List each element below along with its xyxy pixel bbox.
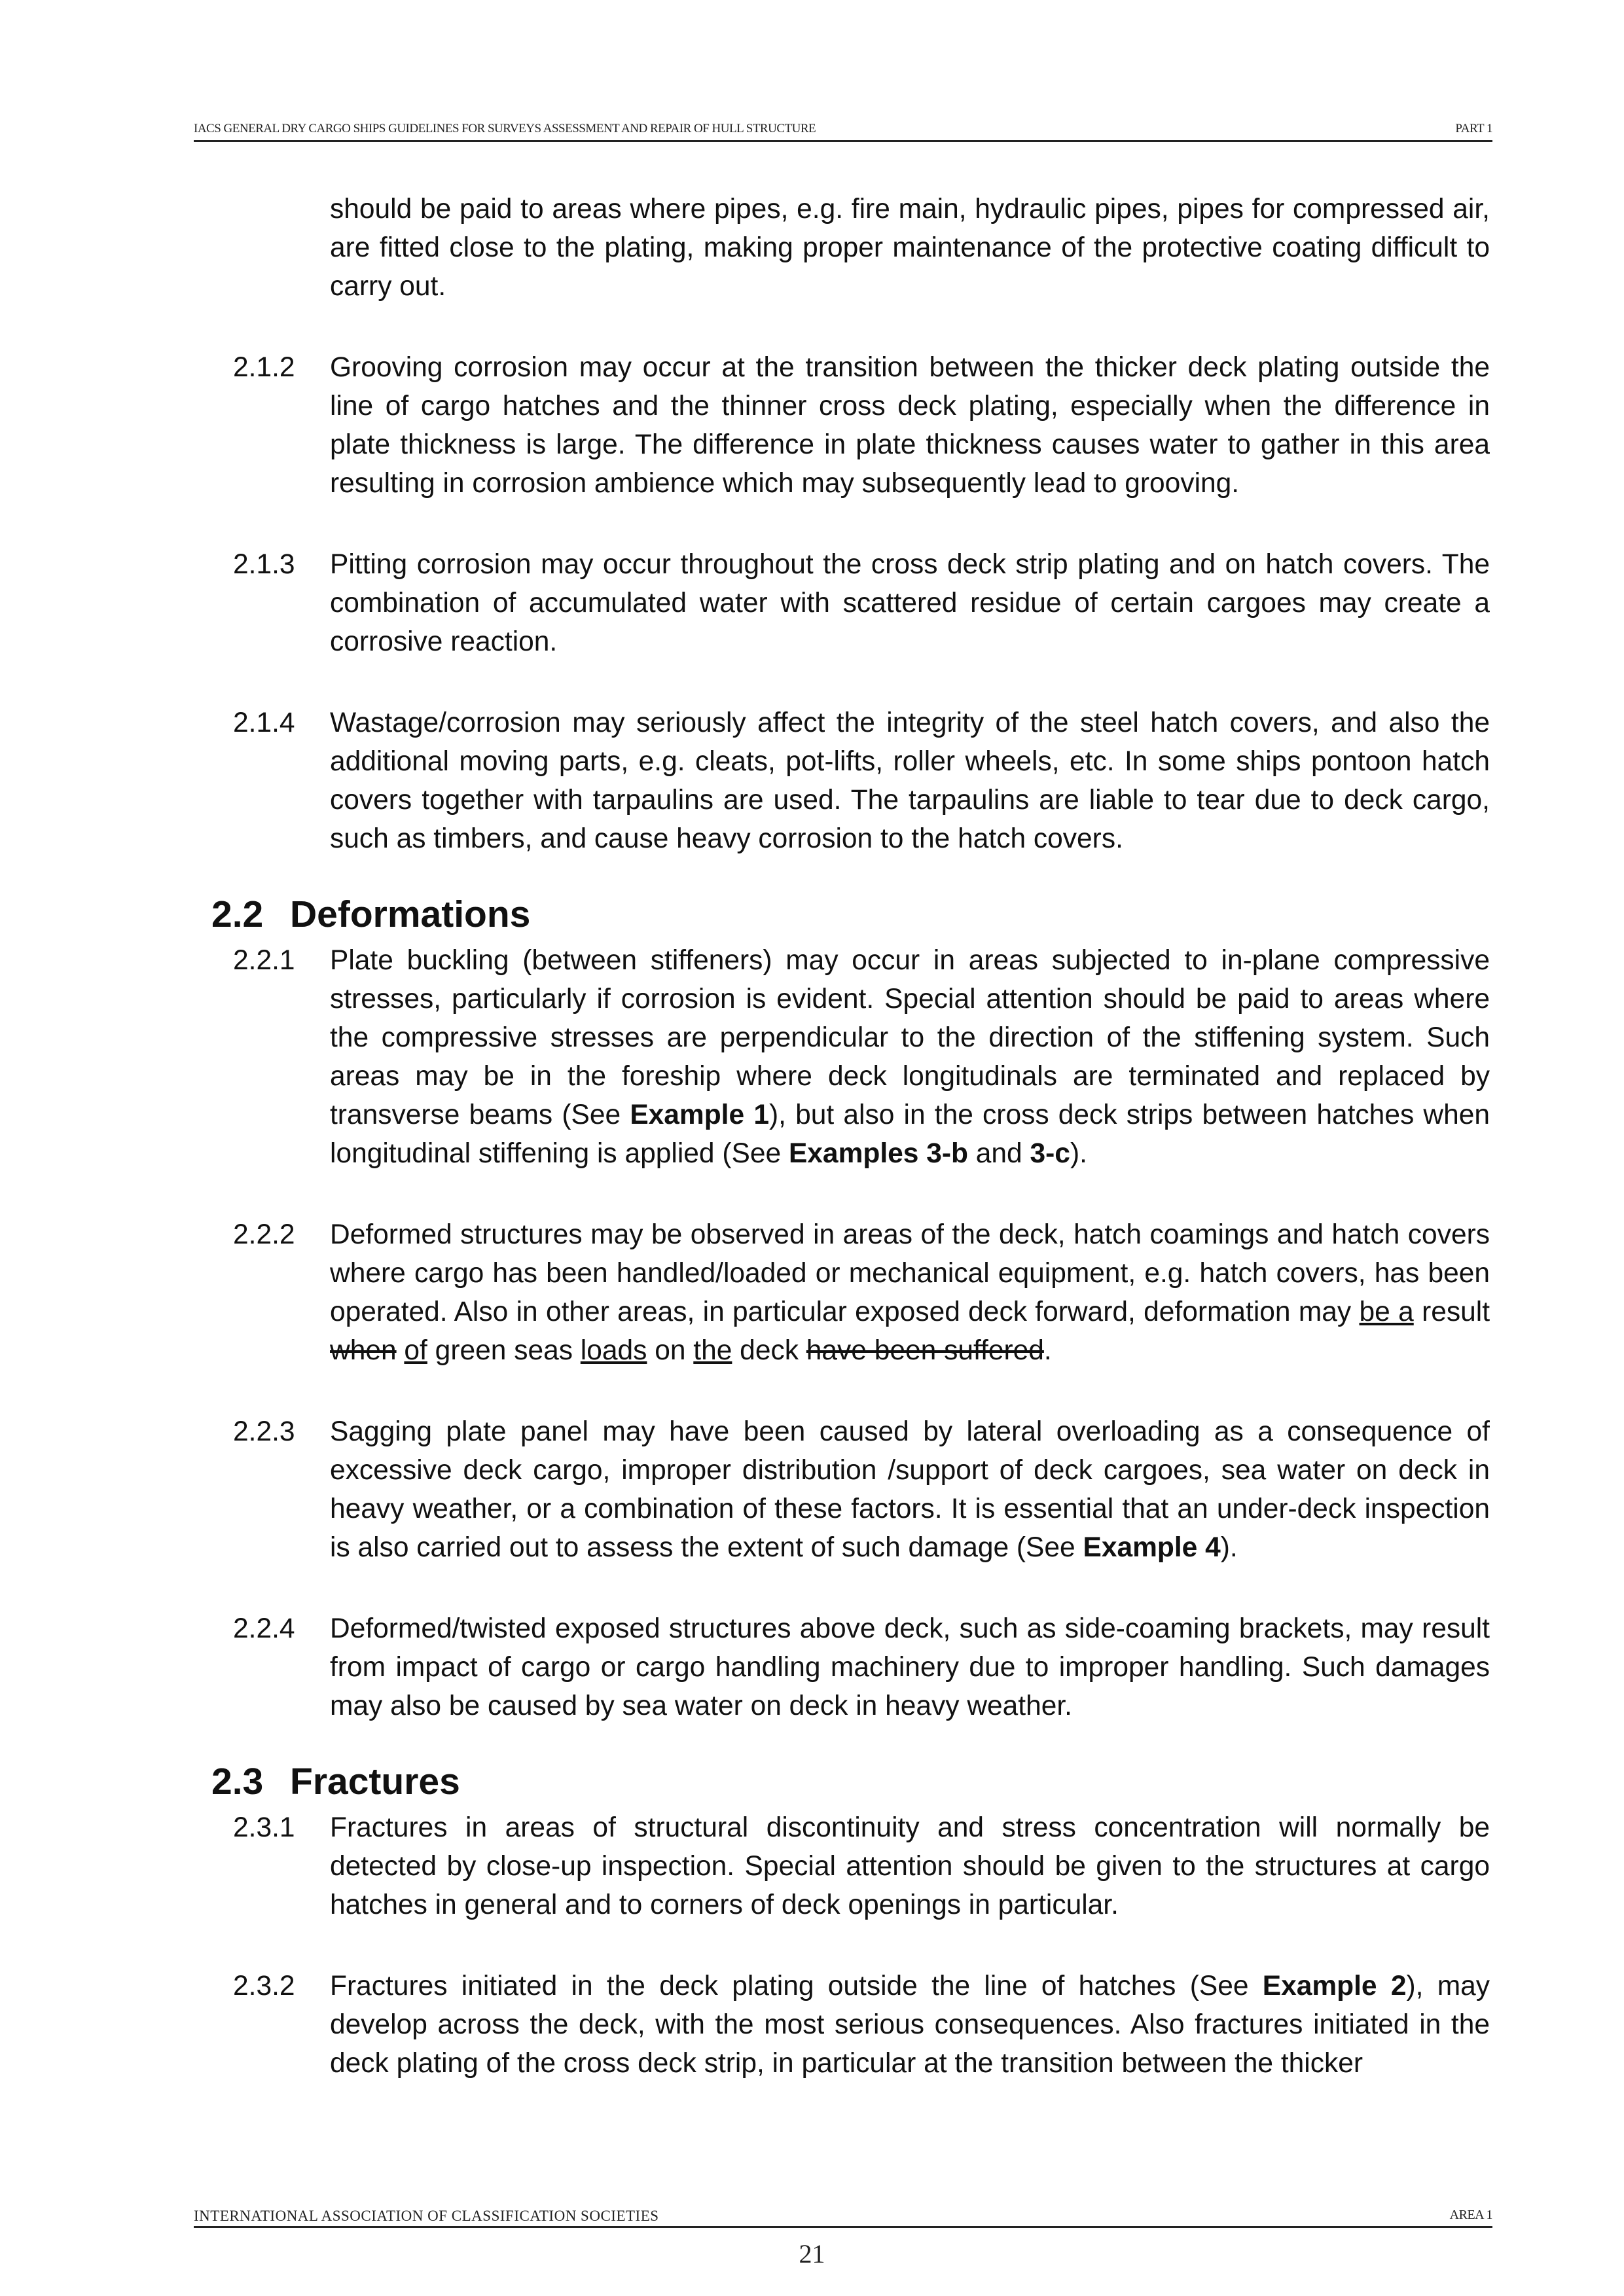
- inserted-text: loads: [580, 1335, 647, 1366]
- paragraph-2-3-2: [0, 1967, 1624, 2083]
- paragraph-text: [330, 1412, 1490, 1567]
- paragraph-text: [330, 1215, 1490, 1370]
- page-header: [194, 122, 1492, 142]
- section-title: Deformations: [290, 893, 531, 935]
- paragraph-2-2-3: [0, 1412, 1624, 1567]
- example-reference: Examples 3-b: [788, 1138, 968, 1169]
- text-run: [397, 1335, 405, 1366]
- paragraph-number: 2.3.1: [233, 1812, 295, 1843]
- deleted-text: have been suffered: [806, 1335, 1044, 1366]
- header-part: PART 1: [1455, 122, 1492, 135]
- paragraph-number: 2.2.2: [233, 1219, 295, 1250]
- paragraph-number: 2.1.4: [233, 708, 295, 738]
- text-run: ).: [1070, 1138, 1087, 1169]
- example-reference: Example 1: [630, 1100, 769, 1130]
- inserted-text: of: [404, 1335, 427, 1366]
- paragraph-text: Fractures in areas of structural discontinuity and stress concentration will normally be detected by close-up inspection. Special attention should be given to the structures at cargo hatches in general and to corners of deck openings in particular.: [330, 1812, 1490, 1920]
- page-number: 21: [799, 2239, 825, 2269]
- text-run: ), may develop across the deck, with the most serious consequences. Also fractures initiated in the deck plating of the cross deck strip, in particular at the transition between the thicker: [330, 1971, 1490, 2079]
- text-run: Sagging plate panel may have been caused by lateral overloading as a consequence of excessive deck cargo, improper distribution /support of deck cargoes, sea water on deck in heavy weather, or a combination of these factors. It is essential that an under-deck inspection is also carried out to assess the extent of such damage (See: [330, 1416, 1490, 1563]
- section-number: 2.3: [211, 1761, 264, 1803]
- paragraph-number: 2.1.2: [233, 352, 295, 383]
- paragraph-2-1-4: [0, 704, 1624, 858]
- paragraph-number: 2.2.1: [233, 945, 295, 976]
- paragraph-text: Deformed/twisted exposed structures above deck, such as side-coaming brackets, may result from impact of cargo or cargo handling machinery due to improper handling. Such damages may also be caused by sea water on deck in heavy weather.: [330, 1613, 1490, 1721]
- text-run: ), but also in the cross deck strips between hatches when longitudinal stiffening is applied (See: [330, 1100, 1490, 1169]
- text-run: .: [1043, 1335, 1052, 1366]
- example-reference: Example 2: [1262, 1971, 1407, 2001]
- footer-area: AREA 1: [1449, 2208, 1492, 2222]
- section-heading-fractures: [211, 1757, 1624, 1806]
- paragraph-2-2-1: [0, 941, 1624, 1173]
- paragraph-number: 2.1.3: [233, 549, 295, 580]
- section-heading-deformations: [211, 890, 1624, 939]
- footer-organization: INTERNATIONAL ASSOCIATION OF CLASSIFICATION SOCIETIES: [194, 2208, 659, 2224]
- document-body: [0, 190, 1624, 2125]
- section-number: 2.2: [211, 893, 264, 935]
- paragraph-2-2-2: [0, 1215, 1624, 1370]
- inserted-text: the: [693, 1335, 732, 1366]
- text-run: on: [647, 1335, 694, 1366]
- text-run: result: [1413, 1297, 1490, 1327]
- text-run: Deformed structures may be observed in areas of the deck, hatch coamings and hatch covers where cargo has been handled/loaded or mechanical equipment, e.g. hatch covers, has been operated. Also in other areas, in particular exposed deck forward, deformation may: [330, 1219, 1490, 1327]
- text-run: ).: [1220, 1532, 1238, 1563]
- deleted-text: when: [330, 1335, 397, 1366]
- paragraph-text: Pitting corrosion may occur throughout the cross deck strip plating and on hatch covers. The combination of accumulated water with scattered residue of certain cargoes may create a corrosive reaction.: [330, 549, 1490, 657]
- text-run: Plate buckling (between stiffeners) may occur in areas subjected to in-plane compressive stresses, particularly if corrosion is evident. Special attention should be paid to areas where the compressive stresses are perpendicular to the direction of the stiffening system. Such areas may be in the foreship where deck longitudinals are terminated and replaced by transverse beams (See: [330, 945, 1490, 1130]
- paragraph-text: should be paid to areas where pipes, e.g. fire main, hydraulic pipes, pipes for compressed air, are fitted close to the plating, making proper maintenance of the protective coating difficult to carry out.: [330, 194, 1490, 302]
- text-run: deck: [732, 1335, 806, 1366]
- paragraph-number: 2.2.4: [233, 1613, 295, 1644]
- text-run: Fractures initiated in the deck plating outside the line of hatches (See: [330, 1971, 1263, 2001]
- paragraph-text: [330, 941, 1490, 1173]
- paragraph-2-1-3: [0, 545, 1624, 661]
- page-footer: [194, 2208, 1492, 2228]
- text-run: green seas: [427, 1335, 581, 1366]
- paragraph-text: [330, 1967, 1490, 2083]
- paragraph-2-1-2: [0, 348, 1624, 503]
- text-run: and: [967, 1138, 1030, 1169]
- paragraph-2-3-1: [0, 1808, 1624, 1924]
- example-reference: Example 4: [1083, 1532, 1221, 1563]
- paragraph-text: Grooving corrosion may occur at the transition between the thicker deck plating outside the line of cargo hatches and the thinner cross deck plating, especially when the difference in plate thickness is large. The difference in plate thickness causes water to gather in this area resulting in corrosion ambience which may subsequently lead to grooving.: [330, 352, 1490, 499]
- header-title: IACS GENERAL DRY CARGO SHIPS GUIDELINES FOR SURVEYS ASSESSMENT AND REPAIR OF HULL STRUCTURE: [194, 122, 816, 135]
- paragraph-2-2-4: [0, 1609, 1624, 1725]
- paragraph-text: Wastage/corrosion may seriously affect the integrity of the steel hatch covers, and also the additional moving parts, e.g. cleats, pot-lifts, roller wheels, etc. In some ships pontoon hatch covers together with tarpaulins are used. The tarpaulins are liable to tear due to deck cargo, such as timbers, and cause heavy corrosion to the hatch covers.: [330, 708, 1490, 854]
- section-title: Fractures: [290, 1761, 460, 1803]
- paragraph-continuation: [0, 190, 1624, 306]
- paragraph-number: 2.3.2: [233, 1971, 295, 2001]
- example-reference: 3-c: [1030, 1138, 1070, 1169]
- inserted-text: be a: [1359, 1297, 1414, 1327]
- paragraph-number: 2.2.3: [233, 1416, 295, 1447]
